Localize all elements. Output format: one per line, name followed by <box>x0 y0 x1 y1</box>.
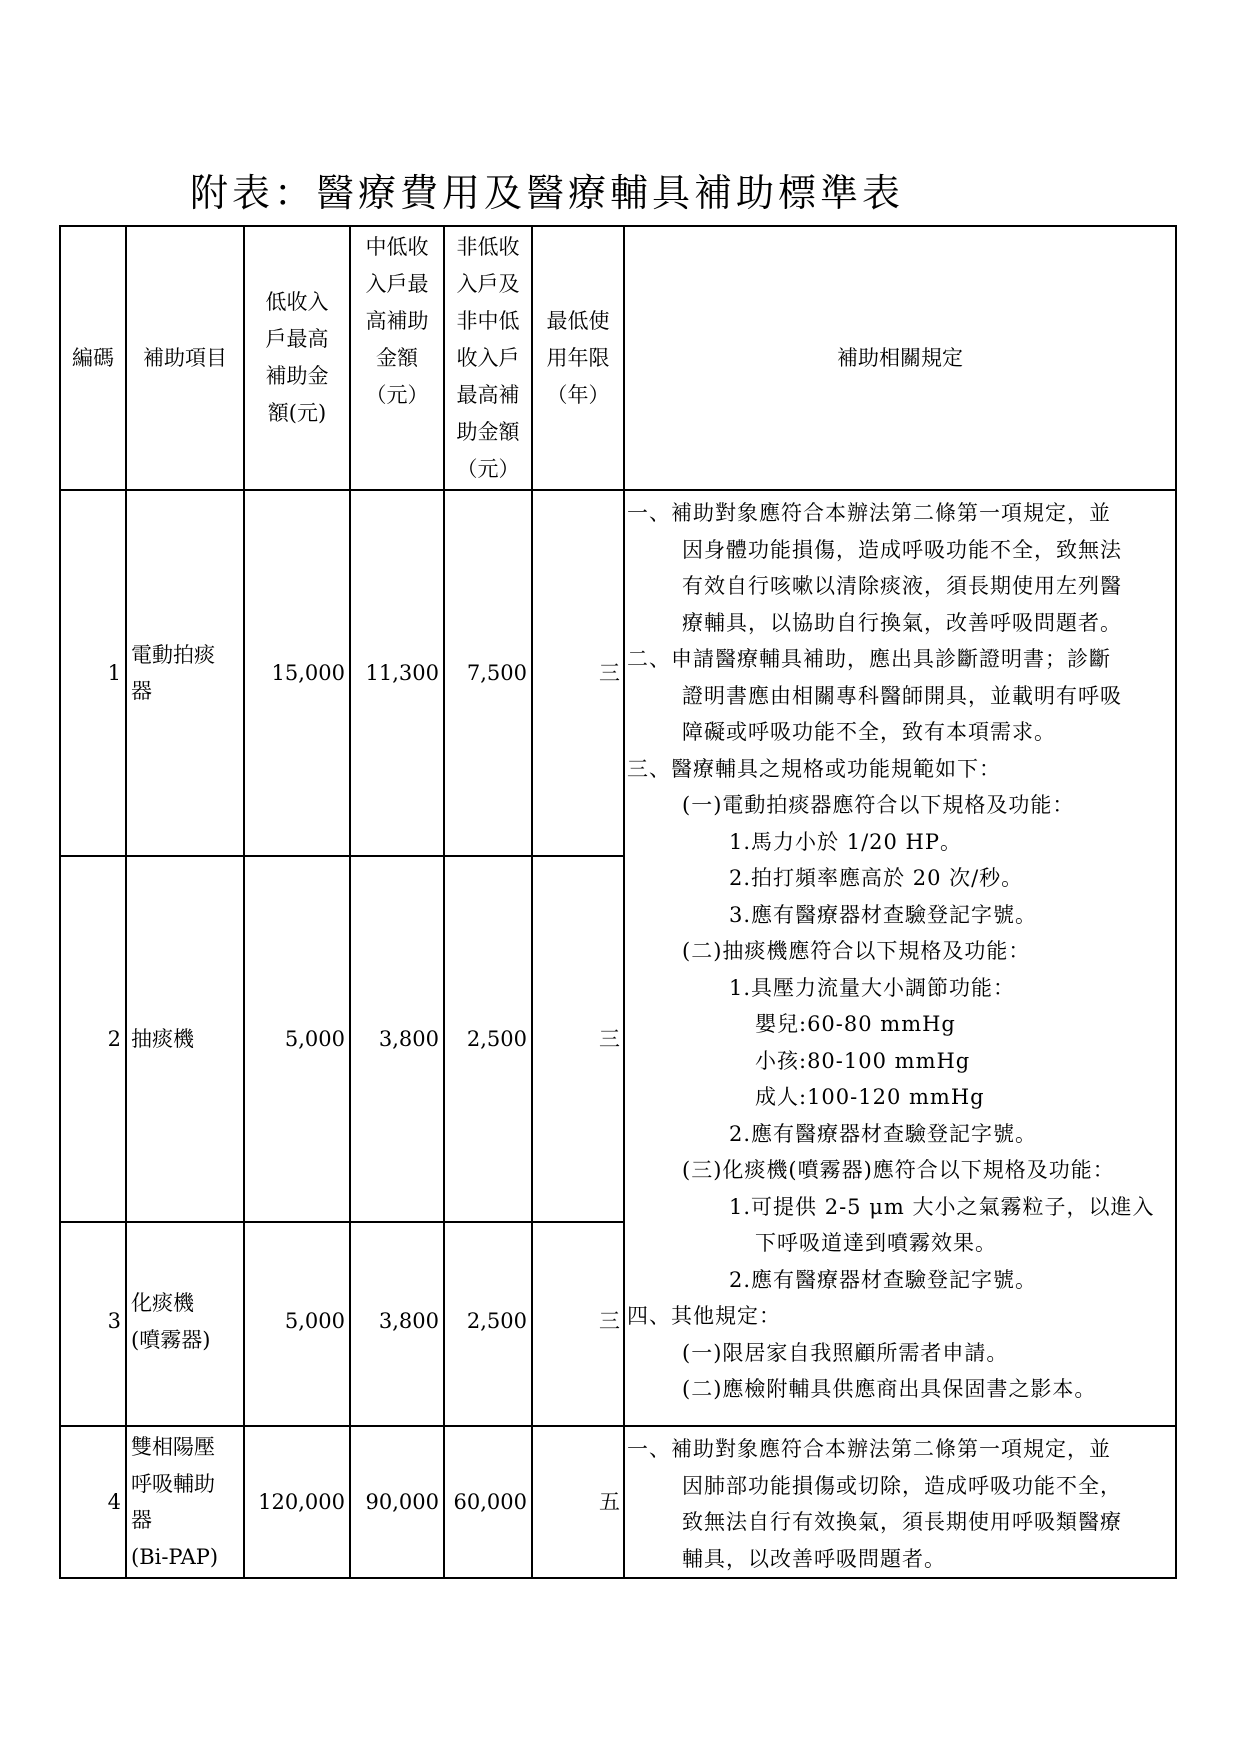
header-line: 高補助 <box>365 309 429 333</box>
header-line: 入戶及 <box>456 271 520 296</box>
row-low-income-amount: 120,000 <box>244 1426 350 1578</box>
header-non-low-income <box>444 226 532 490</box>
row-non-low-income-amount: 2,500 <box>444 1222 532 1426</box>
rule-line: 有效自行咳嗽以清除痰液，須長期使用左列醫 <box>682 574 1122 598</box>
rule-line: 1.具壓力流量大小調節功能： <box>729 975 1016 1000</box>
rule-line: (一)限居家自我照顧所需者申請。 <box>682 1340 1009 1365</box>
row-code: 1 <box>60 490 126 856</box>
item-line: 呼吸輔助 <box>131 1471 215 1496</box>
header-line: 補助金 <box>265 364 329 388</box>
row-min-years: 五 <box>532 1426 624 1578</box>
rule-line: 1.可提供 2-5 μm 大小之氣霧粒子，以進入 <box>729 1194 1155 1219</box>
row-non-low-income-amount: 7,500 <box>444 490 532 856</box>
page-title: 附表：醫療費用及醫療輔具補助標準表 <box>190 171 905 215</box>
table-row <box>60 1426 1176 1578</box>
header-line: 用年限 <box>546 345 610 370</box>
row-item <box>126 490 244 856</box>
rule-line: 二、申請醫療輔具補助，應出具診斷證明書；診斷 <box>627 647 1111 671</box>
header-line: 金額 <box>376 346 418 370</box>
header-mid-low-income <box>350 226 444 490</box>
rule-line: 2.應有醫療器材查驗登記字號。 <box>729 1121 1038 1146</box>
row-min-years: 三 <box>532 856 624 1222</box>
rule-line: 下呼吸道達到噴霧效果。 <box>755 1231 997 1255</box>
header-line: 非低收 <box>456 234 520 259</box>
rule-line: 四、其他規定： <box>627 1304 781 1328</box>
header-line: （年） <box>546 382 610 407</box>
rule-line: 一、補助對象應符合本辦法第二條第一項規定，並 <box>627 501 1111 525</box>
header-row <box>60 226 1176 490</box>
rule-line: 1.馬力小於 1/20 HP。 <box>729 829 962 854</box>
header-line: 非中低 <box>456 308 520 333</box>
rules-cell <box>624 1426 1176 1578</box>
header-line: （元） <box>456 456 520 481</box>
row-non-low-income-amount: 2,500 <box>444 856 532 1222</box>
row-non-low-income-amount: 60,000 <box>444 1426 532 1578</box>
row-mid-income-amount: 3,800 <box>350 1222 444 1426</box>
rule-line: (二)應檢附輔具供應商出具保固書之影本。 <box>682 1377 1097 1401</box>
rule-line: 2.應有醫療器材查驗登記字號。 <box>729 1267 1038 1292</box>
rule-line: 致無法自行有效換氣，須長期使用呼吸類醫療 <box>682 1510 1122 1534</box>
rule-line: 嬰兒:60-80 mmHg <box>755 1012 956 1036</box>
item-line: 器 <box>131 1508 152 1532</box>
rule-line: 3.應有醫療器材查驗登記字號。 <box>729 902 1038 927</box>
header-rules: 補助相關規定 <box>624 226 1176 490</box>
table-row <box>60 490 1176 856</box>
row-min-years: 三 <box>532 1222 624 1426</box>
item-line: 雙相陽壓 <box>131 1435 215 1459</box>
rule-line: 療輔具，以協助自行換氣，改善呼吸問題者。 <box>682 610 1122 635</box>
header-item: 補助項目 <box>126 226 244 490</box>
row-code: 4 <box>60 1426 126 1578</box>
rule-line: 因肺部功能損傷或切除，造成呼吸功能不全， <box>682 1473 1122 1498</box>
row-item <box>126 856 244 1222</box>
rules-cell <box>624 490 1176 1426</box>
header-line: 最高補 <box>456 382 520 407</box>
header-line: 戶最高 <box>265 327 329 351</box>
rule-line: 成人:100-120 mmHg <box>755 1085 985 1109</box>
rule-line: 因身體功能損傷，造成呼吸功能不全，致無法 <box>682 537 1122 562</box>
rule-line: 一、補助對象應符合本辦法第二條第一項規定，並 <box>627 1437 1111 1461</box>
header-line: 收入戶 <box>456 345 520 370</box>
item-line: 電動拍痰 <box>131 642 215 667</box>
row-min-years: 三 <box>532 490 624 856</box>
header-line: 入戶最 <box>365 272 429 296</box>
header-line: 中低收 <box>365 235 429 259</box>
header-line: 低收入 <box>265 290 329 314</box>
row-mid-income-amount: 90,000 <box>350 1426 444 1578</box>
row-item <box>126 1222 244 1426</box>
header-line: （元） <box>365 383 429 407</box>
header-low-income <box>244 226 350 490</box>
rule-line: 2.拍打頻率應高於 20 次/秒。 <box>729 866 1024 890</box>
rule-line: (三)化痰機(噴霧器)應符合以下規格及功能： <box>682 1158 1115 1182</box>
rule-line: 障礙或呼吸功能不全，致有本項需求。 <box>682 720 1056 744</box>
rule-line: 證明書應由相關專科醫師開具，並載明有呼吸 <box>682 683 1122 708</box>
row-mid-income-amount: 11,300 <box>350 490 444 856</box>
row-low-income-amount: 5,000 <box>244 1222 350 1426</box>
item-line: 器 <box>131 679 152 703</box>
header-min-years <box>532 226 624 490</box>
rule-line: 輔具，以改善呼吸問題者。 <box>682 1546 946 1571</box>
item-line: 抽痰機 <box>131 1026 194 1051</box>
row-mid-income-amount: 3,800 <box>350 856 444 1222</box>
item-line: (噴霧器) <box>131 1327 211 1352</box>
row-code: 3 <box>60 1222 126 1426</box>
header-code: 編碼 <box>60 226 126 490</box>
row-low-income-amount: 15,000 <box>244 490 350 856</box>
row-low-income-amount: 5,000 <box>244 856 350 1222</box>
item-line: (Bi-PAP) <box>131 1544 219 1569</box>
rule-line: (一)電動拍痰器應符合以下規格及功能： <box>682 793 1075 817</box>
rule-line: 小孩:80-100 mmHg <box>755 1048 971 1073</box>
row-item <box>126 1426 244 1578</box>
rule-line: (二)抽痰機應符合以下規格及功能： <box>682 939 1031 963</box>
header-line: 最低使 <box>546 308 610 333</box>
rule-line: 三、醫療輔具之規格或功能規範如下： <box>627 756 1001 781</box>
subsidy-table <box>59 225 1177 1579</box>
header-line: 額(元) <box>267 401 327 425</box>
item-line: 化痰機 <box>131 1291 194 1315</box>
header-line: 助金額 <box>456 419 520 444</box>
row-code: 2 <box>60 856 126 1222</box>
